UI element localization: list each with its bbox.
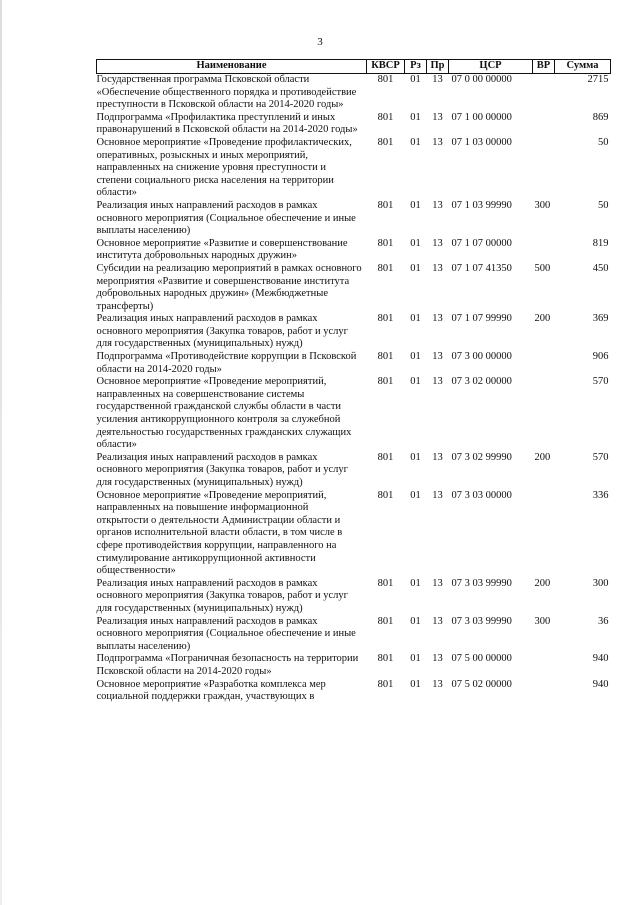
cell-name: Реализация иных направлений расходов в рамках основного мероприятия (Закупка товаров, работ и услуг для государственных (муниципальных) нужд) xyxy=(96,577,348,614)
cell-rz: 01 xyxy=(410,313,421,325)
cell-rz: 01 xyxy=(410,577,421,589)
cell-csr: 07 5 00 00000 xyxy=(451,653,512,665)
cell-kvsr: 801 xyxy=(377,74,394,85)
table-row xyxy=(97,616,611,654)
cell-vr xyxy=(533,376,555,452)
cell-rz: 01 xyxy=(410,489,421,501)
table-row xyxy=(97,578,611,616)
budget-table xyxy=(96,59,611,704)
table-row xyxy=(97,376,611,452)
cell-pr: 13 xyxy=(432,313,443,325)
cell-pr: 13 xyxy=(432,653,443,665)
cell-rz: 01 xyxy=(410,615,421,627)
cell-name: Основное мероприятие «Проведение профилактических, оперативных, розыскных и иных мероприятий, направленных на снижение уровня преступности и степени социального риска населения на территории области» xyxy=(96,136,352,199)
cell-name: Подпрограмма «Профилактика преступлений и иных правонарушений в Псковской области на 2014-2020 годы» xyxy=(96,111,358,136)
cell-csr: 07 1 03 99990 xyxy=(451,199,512,211)
cell-sum: 2715 xyxy=(587,74,609,85)
cell-csr: 07 1 00 00000 xyxy=(451,111,512,123)
cell-name: Государственная программа Псковской области «Обеспечение общественного порядка и противодействие преступности в Псковской области на 2014-2020 годы» xyxy=(96,74,357,111)
cell-name: Основное мероприятие «Проведение мероприятий, направленных на повышение информационной открытости о деятельности Администрации области и органов исполнительной власти области, в том числе в сфере противодействия коррупции, направленного на стимулирование антикоррупционной активности общественности» xyxy=(96,489,343,577)
cell-rz: 01 xyxy=(410,653,421,665)
cell-kvsr: 801 xyxy=(377,489,394,501)
scan-edge xyxy=(0,0,2,905)
cell-csr: 07 1 07 41350 xyxy=(451,262,512,274)
cell-pr: 13 xyxy=(432,111,443,123)
cell-name: Реализация иных направлений расходов в рамках основного мероприятия (Социальное обеспечение и иные выплаты населению) xyxy=(96,199,356,237)
cell-sum: 36 xyxy=(598,615,609,627)
cell-pr: 13 xyxy=(432,615,443,627)
header-rz: Рз xyxy=(405,60,427,74)
cell-sum: 570 xyxy=(592,451,609,463)
cell-kvsr: 801 xyxy=(377,653,394,665)
cell-kvsr: 801 xyxy=(377,577,394,589)
cell-vr xyxy=(533,74,555,112)
cell-pr: 13 xyxy=(432,678,443,690)
cell-sum: 300 xyxy=(592,577,609,589)
cell-kvsr: 801 xyxy=(377,111,394,123)
cell-name: Основное мероприятие «Развитие и совершенствование института добровольных народных дружин» xyxy=(96,237,348,262)
cell-vr: 200 xyxy=(534,577,551,589)
cell-sum: 450 xyxy=(592,262,609,274)
cell-kvsr: 801 xyxy=(377,376,394,388)
cell-csr: 07 3 03 99990 xyxy=(451,615,512,627)
cell-kvsr: 801 xyxy=(377,451,394,463)
cell-vr xyxy=(533,238,555,263)
cell-csr: 07 5 02 00000 xyxy=(451,678,512,690)
cell-vr xyxy=(533,351,555,376)
cell-sum: 819 xyxy=(592,237,609,249)
table-row xyxy=(97,653,611,678)
cell-sum: 906 xyxy=(592,351,609,363)
cell-kvsr: 801 xyxy=(377,136,394,148)
cell-vr xyxy=(533,112,555,137)
cell-rz: 01 xyxy=(410,262,421,274)
table-row xyxy=(97,263,611,313)
cell-name: Основное мероприятие «Разработка комплекса мер социальной поддержки граждан, участвующих в xyxy=(96,678,326,703)
cell-name: Реализация иных направлений расходов в рамках основного мероприятия (Закупка товаров, работ и услуг для государственных (муниципальных) нужд) xyxy=(96,451,348,488)
cell-name: Основное мероприятие «Проведение мероприятий, направленных на совершенствование системы государственной гражданской службы области в части усиления антикоррупционного контроля за служебной деятельностью государственных гражданских служащих области» xyxy=(96,376,352,451)
cell-kvsr: 801 xyxy=(377,237,394,249)
table-row xyxy=(97,74,611,112)
header-pr: Пр xyxy=(427,60,449,74)
cell-pr: 13 xyxy=(432,489,443,501)
cell-kvsr: 801 xyxy=(377,678,394,690)
cell-name: Субсидии на реализацию мероприятий в рамках основного мероприятия «Развитие и совершенствование института добровольных народных дружин» (Межбюджетные трансферты) xyxy=(96,262,362,312)
cell-vr xyxy=(533,490,555,578)
cell-sum: 869 xyxy=(592,111,609,123)
cell-name: Реализация иных направлений расходов в рамках основного мероприятия (Закупка товаров, работ и услуг для государственных (муниципальных) нужд) xyxy=(96,313,348,350)
cell-rz: 01 xyxy=(410,136,421,148)
table-row xyxy=(97,452,611,490)
cell-pr: 13 xyxy=(432,376,443,388)
cell-csr: 07 3 00 00000 xyxy=(451,351,512,363)
cell-vr: 200 xyxy=(534,313,551,325)
table-row xyxy=(97,351,611,376)
table-row xyxy=(97,137,611,200)
cell-rz: 01 xyxy=(410,351,421,363)
cell-sum: 369 xyxy=(592,313,609,325)
cell-rz: 01 xyxy=(410,376,421,388)
cell-pr: 13 xyxy=(432,577,443,589)
cell-kvsr: 801 xyxy=(377,199,394,211)
cell-vr xyxy=(533,679,555,704)
cell-sum: 570 xyxy=(592,376,609,388)
cell-csr: 07 1 03 00000 xyxy=(451,136,512,148)
cell-sum: 940 xyxy=(592,653,609,665)
table-row xyxy=(97,679,611,704)
header-vr: ВР xyxy=(533,60,555,74)
cell-csr: 07 1 07 99990 xyxy=(451,313,512,325)
cell-vr: 500 xyxy=(534,262,551,274)
cell-rz: 01 xyxy=(410,74,421,85)
cell-csr: 07 3 02 00000 xyxy=(451,376,512,388)
cell-csr: 07 3 03 99990 xyxy=(451,577,512,589)
table-header-row xyxy=(97,60,611,74)
cell-vr xyxy=(533,137,555,200)
cell-rz: 01 xyxy=(410,199,421,211)
cell-vr: 300 xyxy=(534,615,551,627)
cell-pr: 13 xyxy=(432,237,443,249)
cell-pr: 13 xyxy=(432,451,443,463)
header-kvsr: КВСР xyxy=(367,60,405,74)
cell-sum: 336 xyxy=(592,489,609,501)
table-row xyxy=(97,112,611,137)
cell-pr: 13 xyxy=(432,136,443,148)
cell-sum: 940 xyxy=(592,678,609,690)
cell-kvsr: 801 xyxy=(377,351,394,363)
page-number: 3 xyxy=(317,36,323,48)
cell-rz: 01 xyxy=(410,111,421,123)
cell-sum: 50 xyxy=(598,199,609,211)
cell-csr: 07 1 07 00000 xyxy=(451,237,512,249)
cell-name: Реализация иных направлений расходов в рамках основного мероприятия (Социальное обеспечение и иные выплаты населению) xyxy=(96,615,356,652)
cell-rz: 01 xyxy=(410,237,421,249)
cell-sum: 50 xyxy=(598,136,609,148)
table-row xyxy=(97,313,611,351)
cell-name: Подпрограмма «Противодействие коррупции в Псковской области на 2014-2020 годы» xyxy=(96,351,357,375)
header-name: Наименование xyxy=(97,60,367,74)
header-sum: Сумма xyxy=(555,60,611,74)
cell-pr: 13 xyxy=(432,262,443,274)
cell-rz: 01 xyxy=(410,451,421,463)
cell-pr: 13 xyxy=(432,351,443,363)
header-csr: ЦСР xyxy=(449,60,533,74)
cell-vr: 300 xyxy=(534,199,551,211)
cell-rz: 01 xyxy=(410,678,421,690)
cell-csr: 07 3 03 00000 xyxy=(451,489,512,501)
cell-vr xyxy=(533,653,555,678)
table-row xyxy=(97,200,611,238)
table-row xyxy=(97,490,611,578)
cell-csr: 07 0 00 00000 xyxy=(451,74,512,85)
cell-kvsr: 801 xyxy=(377,313,394,325)
cell-csr: 07 3 02 99990 xyxy=(451,451,512,463)
cell-pr: 13 xyxy=(432,199,443,211)
cell-kvsr: 801 xyxy=(377,262,394,274)
cell-name: Подпрограмма «Пограничная безопасность на территории Псковской области на 2014-2020 годы» xyxy=(96,653,359,677)
cell-pr: 13 xyxy=(432,74,443,85)
table-row xyxy=(97,238,611,263)
cell-kvsr: 801 xyxy=(377,615,394,627)
cell-vr: 200 xyxy=(534,451,551,463)
